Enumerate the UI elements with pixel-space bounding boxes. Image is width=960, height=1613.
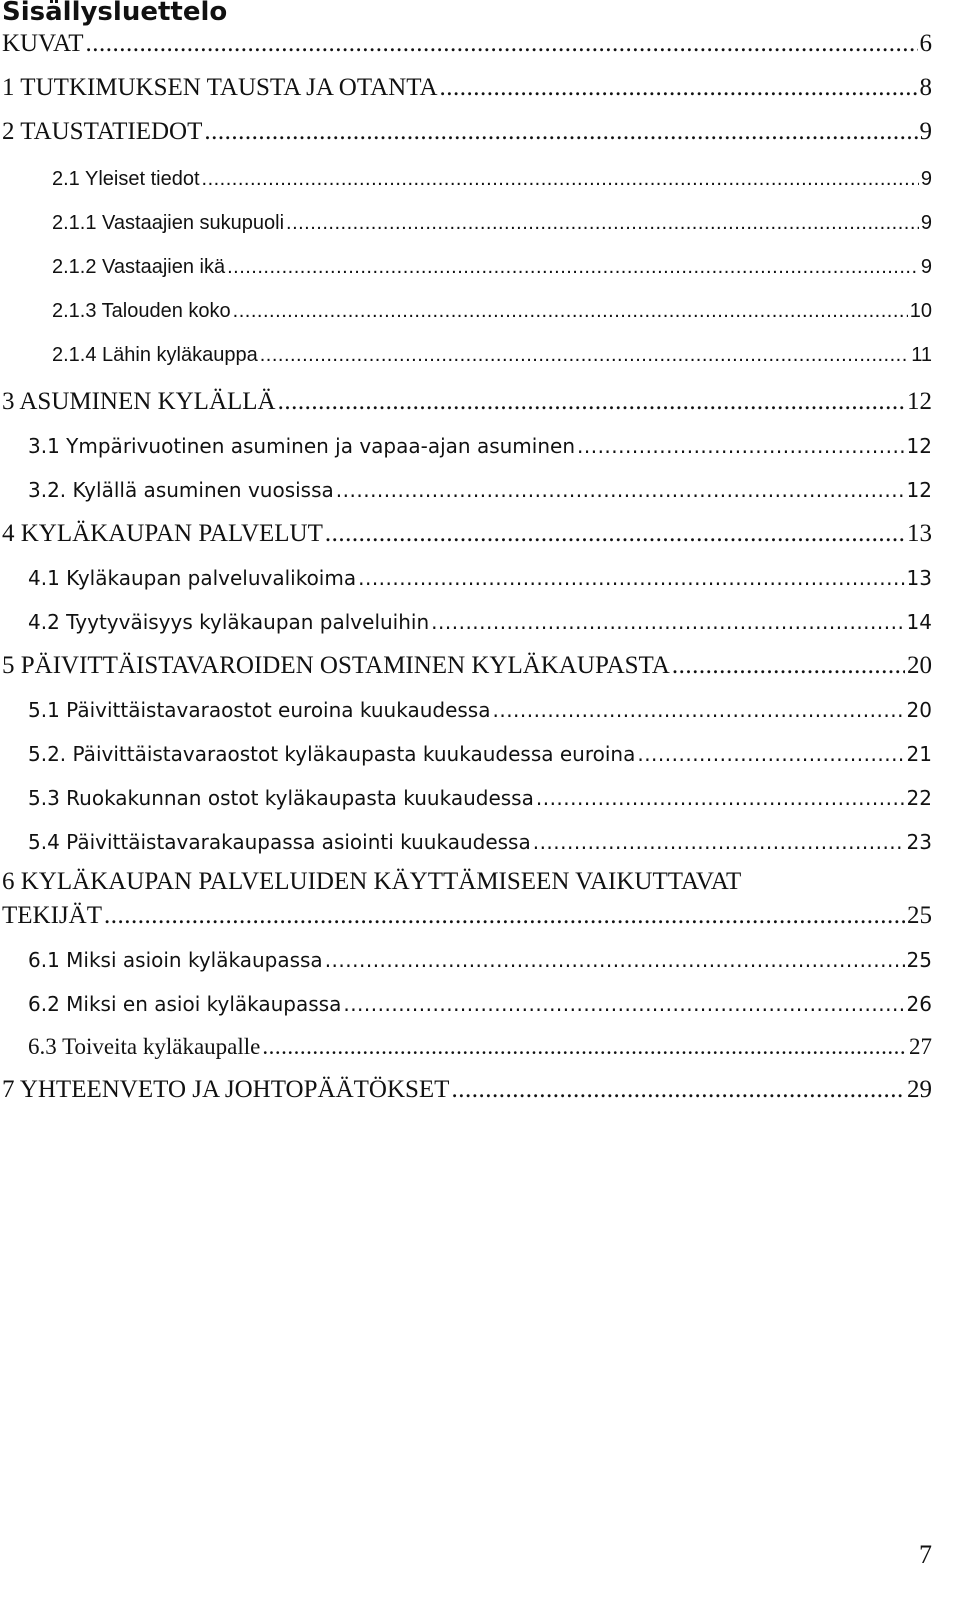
toc-entry-label: KUVAT	[2, 30, 84, 57]
toc-entry-1[interactable]	[2, 74, 932, 102]
toc-entry-page: 26	[906, 992, 932, 1016]
toc-entry-4-2[interactable]	[28, 610, 932, 634]
toc-entry-page: 12	[907, 388, 932, 415]
dot-leader	[637, 742, 904, 766]
dot-leader	[86, 30, 918, 58]
toc-entry-page: 12	[906, 478, 932, 502]
dot-leader	[533, 830, 905, 854]
dot-leader	[672, 652, 905, 680]
dot-leader	[233, 300, 908, 323]
toc-entry-5-1[interactable]	[28, 698, 932, 722]
toc-entry-label: 2.1.1 Vastaajien sukupuoli	[52, 212, 285, 234]
toc-entry-label: 5.4 Päivittäistavarakaupassa asiointi kuukaudessa	[28, 830, 531, 854]
toc-entry-5[interactable]	[2, 652, 932, 680]
toc-entry-page: 9	[920, 212, 932, 234]
toc-entry-label: 2.1 Yleiset tiedot	[52, 168, 200, 190]
toc-entry-6[interactable]	[2, 902, 932, 930]
toc-entry-2-1[interactable]	[52, 168, 932, 191]
toc-entry-2-1-4[interactable]	[52, 344, 932, 367]
toc-entry-5-3[interactable]	[28, 786, 932, 810]
page-number: 7	[919, 1540, 932, 1569]
dot-leader	[336, 478, 905, 502]
dot-leader	[204, 118, 917, 146]
dot-leader	[325, 520, 905, 548]
toc-entry-6-line1[interactable]: 6 KYLÄKAUPAN PALVELUIDEN KÄYTTÄMISEEN VAIKUTTAVAT	[2, 868, 742, 895]
toc-entry-4[interactable]	[2, 520, 932, 548]
toc-entry-6-2[interactable]	[28, 992, 932, 1016]
toc-entry-page: 29	[907, 1076, 932, 1103]
toc-entry-label: 3.1 Ympärivuotinen asuminen ja vapaa-ajan asuminen	[28, 434, 575, 458]
toc-entry-page: 8	[919, 74, 932, 101]
toc-entry-page: 6	[919, 30, 932, 57]
toc-entry-page: 9	[920, 168, 932, 190]
toc-entry-kuvat[interactable]	[2, 30, 932, 58]
toc-entry-label: 2.1.2 Vastaajien ikä	[52, 256, 226, 278]
toc-entry-label: 2 TAUSTATIEDOT	[2, 118, 203, 145]
toc-entry-5-2[interactable]	[28, 742, 932, 766]
dot-leader	[262, 1034, 907, 1060]
dot-leader	[286, 212, 919, 235]
dot-leader	[577, 434, 905, 458]
toc-entry-label: 6.2 Miksi en asioi kyläkaupassa	[28, 992, 342, 1016]
toc-entry-label: 4 KYLÄKAUPAN PALVELUT	[2, 520, 323, 547]
toc-entry-7[interactable]	[2, 1076, 932, 1104]
toc-entry-page: 25	[907, 902, 932, 929]
toc-entry-label: 7 YHTEENVETO JA JOHTOPÄÄTÖKSET	[2, 1076, 450, 1103]
toc-entry-page: 12	[906, 434, 932, 458]
toc-entry-page: 20	[907, 652, 932, 679]
toc-entry-label: TEKIJÄT	[2, 902, 102, 929]
toc-entry-3[interactable]	[2, 388, 932, 416]
toc-entry-page: 14	[906, 610, 932, 634]
dot-leader	[260, 344, 910, 367]
dot-leader	[104, 902, 905, 930]
toc-entry-3-2[interactable]	[28, 478, 932, 502]
dot-leader	[358, 566, 904, 590]
dot-leader	[343, 992, 904, 1016]
toc-entry-6-1[interactable]	[28, 948, 932, 972]
toc-entry-label: 5 PÄIVITTÄISTAVAROIDEN OSTAMINEN KYLÄKAUPASTA	[2, 652, 670, 679]
dot-leader	[227, 256, 919, 279]
toc-entry-label: 4.2 Tyytyväisyys kyläkaupan palveluihin	[28, 610, 430, 634]
toc-entry-3-1[interactable]	[28, 434, 932, 458]
toc-entry-4-1[interactable]	[28, 566, 932, 590]
toc-entry-label: 2.1.4 Lähin kyläkauppa	[52, 344, 258, 366]
toc-entry-page: 27	[909, 1034, 932, 1059]
dot-leader	[440, 74, 918, 102]
toc-entry-label: 3.2. Kylällä asuminen vuosissa	[28, 478, 334, 502]
toc-entry-label: 3 ASUMINEN KYLÄLLÄ	[2, 388, 276, 415]
toc-entry-label: 4.1 Kyläkaupan palveluvalikoima	[28, 566, 357, 590]
toc-entry-label: 5.2. Päivittäistavaraostot kyläkaupasta kuukaudessa euroina	[28, 742, 636, 766]
toc-entry-2[interactable]	[2, 118, 932, 146]
toc-entry-label: 5.1 Päivittäistavaraostot euroina kuukaudessa	[28, 698, 491, 722]
toc-entry-page: 23	[906, 830, 932, 854]
toc-entry-page: 9	[919, 118, 932, 145]
toc-heading: Sisällysluettelo	[2, 0, 228, 27]
toc-entry-label: 1 TUTKIMUKSEN TAUSTA JA OTANTA	[2, 74, 438, 101]
toc-entry-page: 20	[906, 698, 932, 722]
toc-entry-page: 21	[906, 742, 932, 766]
toc-entry-6-3[interactable]	[28, 1034, 932, 1060]
toc-entry-page: 11	[911, 344, 932, 366]
dot-leader	[202, 168, 919, 191]
toc-entry-2-1-2[interactable]	[52, 256, 932, 279]
toc-entry-page: 25	[906, 948, 932, 972]
toc-entry-2-1-3[interactable]	[52, 300, 932, 323]
dot-leader	[325, 948, 905, 972]
toc-entry-label: 6.1 Miksi asioin kyläkaupassa	[28, 948, 323, 972]
dot-leader	[492, 698, 904, 722]
toc-entry-2-1-1[interactable]	[52, 212, 932, 235]
toc-entry-5-4[interactable]	[28, 830, 932, 854]
dot-leader	[536, 786, 905, 810]
dot-leader	[278, 388, 905, 416]
toc-entry-label: 2.1.3 Talouden koko	[52, 300, 231, 322]
toc-entry-page: 9	[920, 256, 932, 278]
dot-leader	[451, 1076, 905, 1104]
toc-entry-page: 13	[906, 566, 932, 590]
toc-entry-page: 10	[909, 300, 932, 322]
toc-entry-page: 22	[906, 786, 932, 810]
toc-entry-label: 5.3 Ruokakunnan ostot kyläkaupasta kuukaudessa	[28, 786, 534, 810]
toc-entry-page: 13	[907, 520, 932, 547]
toc-entry-label: 6.3 Toiveita kyläkaupalle	[28, 1034, 261, 1059]
dot-leader	[431, 610, 904, 634]
